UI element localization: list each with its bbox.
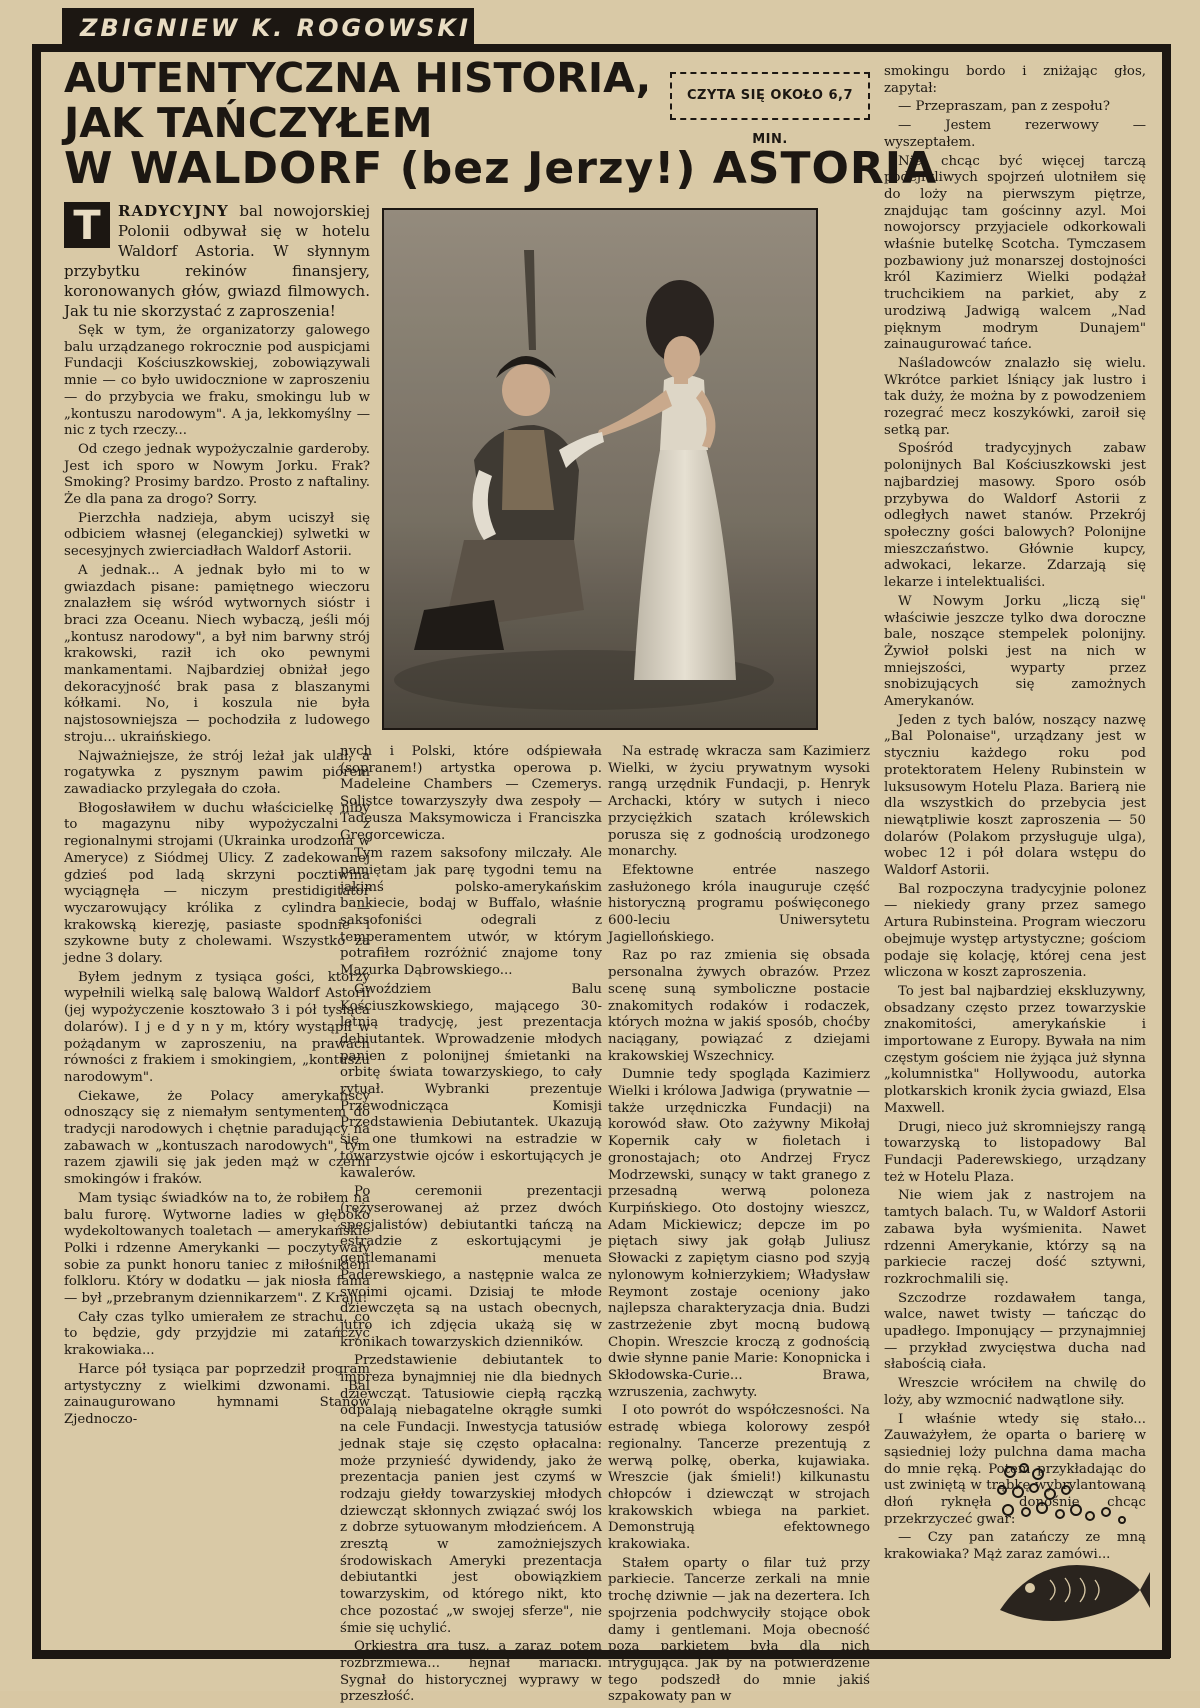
paragraph: W Nowym Jorku „liczą się" właściwie jeszcze tylko dwa doroczne bale, noszące stempelek polonijny. Żywioł polski jest na nich w mniejszości, wyparty przez snobizujących się zamożnych Amerykanów. (884, 593, 1146, 710)
author-byline: ZBIGNIEW K. ROGOWSKI (62, 8, 474, 48)
article-photo (382, 208, 818, 730)
paragraph: Spośród tradycyjnych zabaw polonijnych Bal Kościuszkowski jest najbardziej masowy. Sporo osób przybywa do Waldorf Astorii z odległych nawet stanów. Przekrój społeczny gości balowych? Polonijne mieszczaństwo. Głównie kupcy, adwokaci, lekarze. Zdarzają się lekarze i intelektualiści. (884, 441, 1146, 591)
paragraph: smokingu bordo i zniżając głos, zapytał: (884, 64, 1146, 96)
paragraph: Na estradę wkracza sam Kazimierz Wielki, w życiu prywatnym wysoki rangą urzędnik Fundacji, p. Henryk Archacki, który w sutych i nieco przyciężkich szatach królewskich porusza się z godnością urodzonego monarchy. (608, 744, 870, 860)
paragraph: A jednak... A jednak było mi to w gwiazdach pisane: pamiętnego wieczoru znalazłem się wśród wytwornych sióstr i braci zza Oceanu. Niech wybaczą, jeśli mój „kontusz narodowy", a był nim barwny strój krakowski, raził ich oko pewnymi mankamentami. Najbardziej obniżał jego dekoracyjność brak pasa z blaszanymi kółkami. No, i koszula nie była najstosowniejsza — pochodziła z ludowego stroju... ukraińskiego. (64, 562, 370, 745)
paragraph: Dumnie tedy spogląda Kazimierz Wielki i królowa Jadwiga (prywatnie — także urzędniczka Fundacji) na korowód sław. Oto zażywny Mikołaj Kopernik cały w fioletach i gronostajach; oto Andrzej Frycz Modrzewski, sunący w takt granego z przesadną werwą poloneza Kurpińskiego. Oto dostojny wieszcz, Adam Mickiewicz; depcze im po piętach siwy jak gołąb Juliusz Słowacki z zapiętym ciasno pod szyją nylonowym kołnierzykiem; Władysław Reymont zostaje oceniony jako najlepsza charakteryzacja dnia. Budzi zastrzeżenie zbyt mocną budową Chopin. Wreszcie kroczą z godnością dwie słynne panie Marie: Konopnicka i Skłodowska-Curie... Brawa, wzruszenia, zachwyty. (608, 1067, 870, 1400)
paragraph: Raz po raz zmienia się obsada personalna żywych obrazów. Przez scenę suną symboliczne postacie znakomitych rodaków i rodaczek, których można w jakiś sposób, choćby naciągany, powiązać z dziejami krakowskiej Wszechnicy. (608, 948, 870, 1064)
paragraph: Po ceremonii prezentacji (reżyserowanej aż przez dwóch specjalistów) debiutantki tańczą na estradzie z eskortującymi je gentlemanami menueta Paderewskiego, a następnie walca ze swoimi ojcami. Dzisiaj te młode dziewczęta są na ustach obecnych, jutro ich zdjęcia ukażą się w kronikach towarzyskich dzienników. (340, 1184, 602, 1350)
article-column-3 (608, 744, 870, 1708)
article-column-2 (340, 744, 602, 1708)
paragraph: Efektowne entrée naszego zasłużonego króla inauguruje część historyczną programu poświęconego 600-leciu Uniwersytetu Jagiellońskiego. (608, 862, 870, 945)
paragraph: Wreszcie wróciłem na chwilę do loży, aby wzmocnić nadwątlone siły. (884, 1376, 1146, 1408)
paragraph: — Przepraszam, pan z zespołu? (898, 99, 1110, 115)
couple-photo-illustration (384, 210, 816, 728)
paragraph: Bal rozpoczyna tradycyjnie polonez — niekiedy grany przez samego Artura Rubinsteina. Program wieczoru obejmuje występ artystyczne; gościom podaje się kolację, której cena jest wliczona w koszt zaproszenia. (884, 881, 1146, 981)
paragraph: Sęk w tym, że organizatorzy galowego balu urządzanego rokrocznie pod auspicjami Fundacji Kościuszkowskiej, zobowiązywali mnie — co było uwidocznione w zaproszeniu — do przybycia we fraku, smokingu lub w „kontuszu narodowym". A ja, lekkomyślny — nic z tych rzeczy... (64, 323, 370, 439)
paragraph: Orkiestra gra tusz, a zaraz potem rozbrzmiewa... hejnał mariacki. Sygnał do historycznej wyprawy w przeszłość. (340, 1639, 602, 1705)
paragraph: Ciekawe, że Polacy amerykańscy odnoszący się z niemałym sentymentem do tradycji narodowych i chętnie paradujący na zabawach w „kontuszach narodowych", tym razem zjawili się jak jeden mąż w czerni smokingów i fraków. (64, 1088, 370, 1188)
paragraph: Nie wiem jak z nastrojem na tamtych balach. Tu, w Waldorf Astorii zabawa była wyśmienita. Nawet rdzenni Amerykanie, którzy są na parkiecie raczej dość sztywni, rozkrochmalili się. (884, 1188, 1146, 1287)
paragraph: Byłem jednym z tysiąca gości, którzy wypełnili wielką salę balową Waldorf Astorii (jej wypożyczenie kosztowało 3 i pół tysiąca dolarów). I j e d y n y m, który wystąpił w pożądanym w zaproszeniu, na prawach równości z frakiem i smokingiem, „kontuszu narodowym". (64, 969, 370, 1085)
frame-border-top (32, 44, 1170, 52)
lead-caps-word: RADYCYJNY (118, 202, 229, 220)
paragraph: Gwoździem Balu Kościuszkowskiego, mającego 30-letnią tradycję, jest prezentacja debiutantek. Wprowadzenie młodych panien z polonijnej śmietanki na orbitę świata towarzyskiego, to cały rytuał. Wybranki prezentuje Przewodnicząca Komisji Przedstawienia Debiutantek. Ukazują się one tłumkowi na estradzie w towarzystwie ojców i eskortujących je kawalerów. (340, 981, 602, 1181)
paragraph: Szczodrze rozdawałem tanga, walce, nawet twisty — tańcząc do upadłego. Imponujący — przynajmniej — przykład zwycięstwa ducha nad słabością ciała. (884, 1290, 1146, 1373)
paragraph: Mam tysiąc świadków na to, że robiłem na balu furorę. Wytworne ladies w głęboko wydekoltowanych toaletach — amerykańskie Polki i rdzenne Amerykanki — poczytywały sobie za punkt honoru taniec z miłośnikiem folkloru. Który w dodatku — jak niosła fama — był „przebranym dziennikarzem". Z Kraju! (64, 1190, 370, 1307)
headline-line-2: JAK TAŃCZYŁEM (64, 99, 433, 147)
headline-line-1: AUTENTYCZNA HISTORIA, (64, 54, 652, 102)
paragraph: Drugi, nieco już skromniejszy rangą towarzyską to listopadowy Bal Fundacji Paderewskiego, urządzany też w Hotelu Plaza. (884, 1119, 1146, 1185)
article-column-4 (884, 64, 1146, 1566)
article-column-1 (64, 201, 370, 1431)
paragraph: To jest bal najbardziej ekskluzywny, obsadzany często przez towarzyskie znakomitości, amerykańskie i importowane z Europy. Bywała na nim częstym gościem nie żyjąca już słynna „kolumnistka" Hollywoodu, autorka plotkarskich kronik życia gwiazd, Elsa Maxwell. (884, 983, 1146, 1116)
headline-line-3: W WALDORF (bez Jerzy!) ASTORIA (64, 143, 938, 194)
paragraph: — Jestem rezerwowy — wyszeptałem. (884, 118, 1146, 150)
paragraph: Harce pół tysiąca par poprzedził program artystyczny z wielkimi dzwonami. Bal zainaugurowano hymnami Stanów Zjednoczo- (64, 1361, 370, 1427)
paragraph: Przedstawienie debiutantek to impreza bynajmniej nie dla biednych dziewcząt. Tatusiowie ciepłą rączką odpalają niebagatelne okrągłe sumki na cele Fundacji. Inwestycja tatusiów jednak staje się często opłacalna: może przynieść dywidendy, jako że prezentacja panien jest czymś w rodzaju giełdy towarzyskiej młodych dziewcząt skłonnych związać swój los z dobrze sytuowanym młodzieńcem. A zresztą w zamożniejszych środowiskach Ameryki prezentacja debiutantki jest obowiązkiem towarzyskim, od którego nikt, kto chce pozostać „w swojej sferze", nie śmie się uchylić. (340, 1353, 602, 1636)
paragraph: Jeden z tych balów, noszący nazwę „Bal Polonaise", urządzany jest w styczniu każdego roku pod protektoratem Heleny Rubinstein w luksusowym Hotelu Plaza. Barierą nie dla wszystkich do przebycia jest niewątpliwie koszt zaproszenia — 50 dolarów (Polakom przysługuje ulga), wobec 12 i pół dolara wstępu do Waldorf Astorii. (884, 712, 1146, 879)
paragraph: Cały czas tylko umierałem ze strachu, co to będzie, gdy przyjdzie mi zatańczyć krakowiaka... (64, 1309, 370, 1359)
paragraph: Najważniejsze, że strój leżał jak ulał, a rogatywka z pysznym pawim piórem zawadiacko przylegała do czoła. (64, 748, 370, 797)
paragraph: Pierzchła nadzieja, abym uciszył się odbiciem własnej (eleganckiej) sylwetki w secesyjnych zwierciadłach Waldorf Astorii. (64, 510, 370, 560)
drop-cap: T (64, 202, 110, 248)
paragraph: Od czego jednak wypożyczalnie garderoby. Jest ich sporo w Nowym Jorku. Frak? Smoking? Prosimy bardzo. Prosto z naftaliny. Że dla pana za drogo? Sorry. (64, 441, 370, 508)
paragraph: Naśladowców znalazło się wielu. Wkrótce parkiet lśniący jak lustro i tak duży, że można by z powodzeniem rozegrać mecz koszykówki, zaroił się setką par. (884, 355, 1146, 438)
frame-border-left (32, 44, 41, 1658)
paragraph: — Czy pan zatańczy ze mną krakowiaka? Mąż zaraz zamówi... (884, 1530, 1146, 1563)
lead-text: bal nowojorskiej Polonii odbywał się w hotelu Waldorf Astoria. W słynnym przybytku rekinów finansjery, koronowanych głów, gwiazd filmowych. Jak tu nie skorzystać z zaproszenia! (64, 202, 370, 320)
fish-bubbles-icon (990, 1460, 1150, 1645)
reading-time-box: CZYTA SIĘ OKOŁO 6,7 MIN. (670, 72, 870, 120)
paragraph: Nie chcąc być więcej tarczą podejrzliwych spojrzeń ulotniłem się do loży na pierwszym piętrze, znajdując tam gościnny azyl. Moi nowojorscy przyjaciele odkorkowali właśnie butelkę Scotcha. Tymczasem pozbawiony już monarszej dostojności król Kazimierz Wielki podążał truchcikiem na parkiet, aby z urodziwą Jadwigą walcem „Nad pięknym modrym Dunajem" zainaugurować tańce. (884, 153, 1146, 353)
paragraph: Błogosławiłem w duchu właścicielkę niby to magazynu niby wypożyczalni z regionalnymi strojami (Ukrainka urodzona w Ameryce) z Siódmej Ulicy. Z zadekowanej gdzieś pod ladą skrzyni pocztiwina wyciągnęła — niczym prestidigitator wyczarowujący królika z cylindra — krakowską kierezję, pasiaste spodnie i szykowne buty z cholewami. Wszystko za jedne 3 dolary. (64, 800, 370, 967)
paragraph: Tym razem saksofony milczały. Ale pamiętam jak parę tygodni temu na jakimś polsko-amerykańskim bankiecie, bodaj w Buffalo, właśnie saksofoniści odegrali z temperamentem utwór, w którym potrafiłem rozróżnić znajome tony Mazurka Dąbrowskiego... (340, 846, 602, 979)
paragraph: I właśnie wtedy się stało... Zauważyłem, że oparta o barierę w sąsiedniej loży pulchna dama macha do mnie ręką. Potem przykładając do ust zwiniętą w trąbkę wybrylantowaną dłoń ryknęła donośnie chcąc przekrzyczeć gwar: (884, 1411, 1146, 1527)
paragraph: I oto powrót do współczesności. Na estradę wbiega kolorowy zespół regionalny. Tancerze prezentują z werwą polkę, oberka, kujawiaka. Wreszcie (jak śmieli!) kilkunastu chłopców i dziewcząt w strojach krakowskich wbiega na parkiet. Demonstrują efektownego krakowiaka. (608, 1403, 870, 1553)
paragraph: Stałem oparty o filar tuż przy parkiecie. Tancerze zerkali na mnie trochę dziwnie — jak na dezertera. Ich spojrzenia podchwyciły stojące obok damy i gentlemani. Moja obecność poza parkietem była dla nich intrygująca. Jak by na potwierdzenie tego podszedł do mnie jakiś szpakowaty pan w (608, 1555, 870, 1705)
lead-paragraph (64, 201, 370, 321)
paragraph: nych i Polski, które odśpiewała (sopranem!) artystka operowa p. Madeleine Chambers — Czemerys. Solistce towarzyszyły dwa zespoły — Tadeusza Maksymowicza i Franciszka Gregorcewicza. (340, 744, 602, 843)
frame-border-right (1162, 44, 1171, 1658)
